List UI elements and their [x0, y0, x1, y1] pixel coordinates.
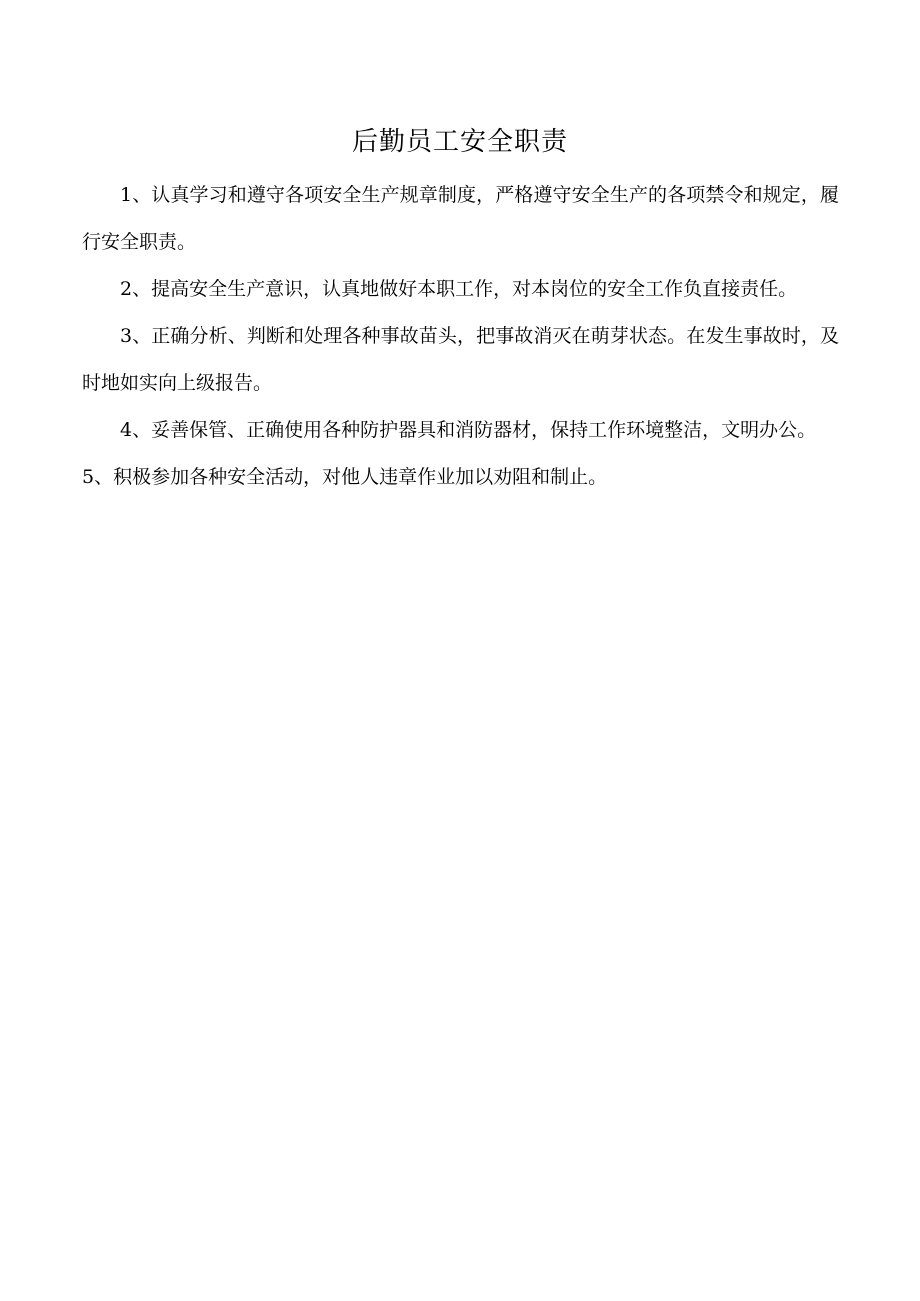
paragraph-2: 2、提高安全生产意识，认真地做好本职工作，对本岗位的安全工作负直接责任。	[120, 278, 798, 300]
document-title: 后勤员工安全职责	[351, 127, 568, 157]
paragraph-5: 5、积极参加各种安全活动，对他人违章作业加以劝阻和制止。	[82, 466, 608, 488]
document-body	[82, 172, 839, 501]
paragraph-1: 1、认真学习和遵守各项安全生产规章制度，严格遵守安全生产的各项禁令和规定，履行安全职责。	[82, 184, 839, 253]
paragraph-3: 3、正确分析、判断和处理各种事故苗头，把事故消灭在萌芽状态。在发生事故时，及时地如实向上级报告。	[82, 325, 839, 394]
paragraph-4: 4、妥善保管、正确使用各种防护器具和消防器材，保持工作环境整洁，文明办公。	[120, 419, 817, 441]
